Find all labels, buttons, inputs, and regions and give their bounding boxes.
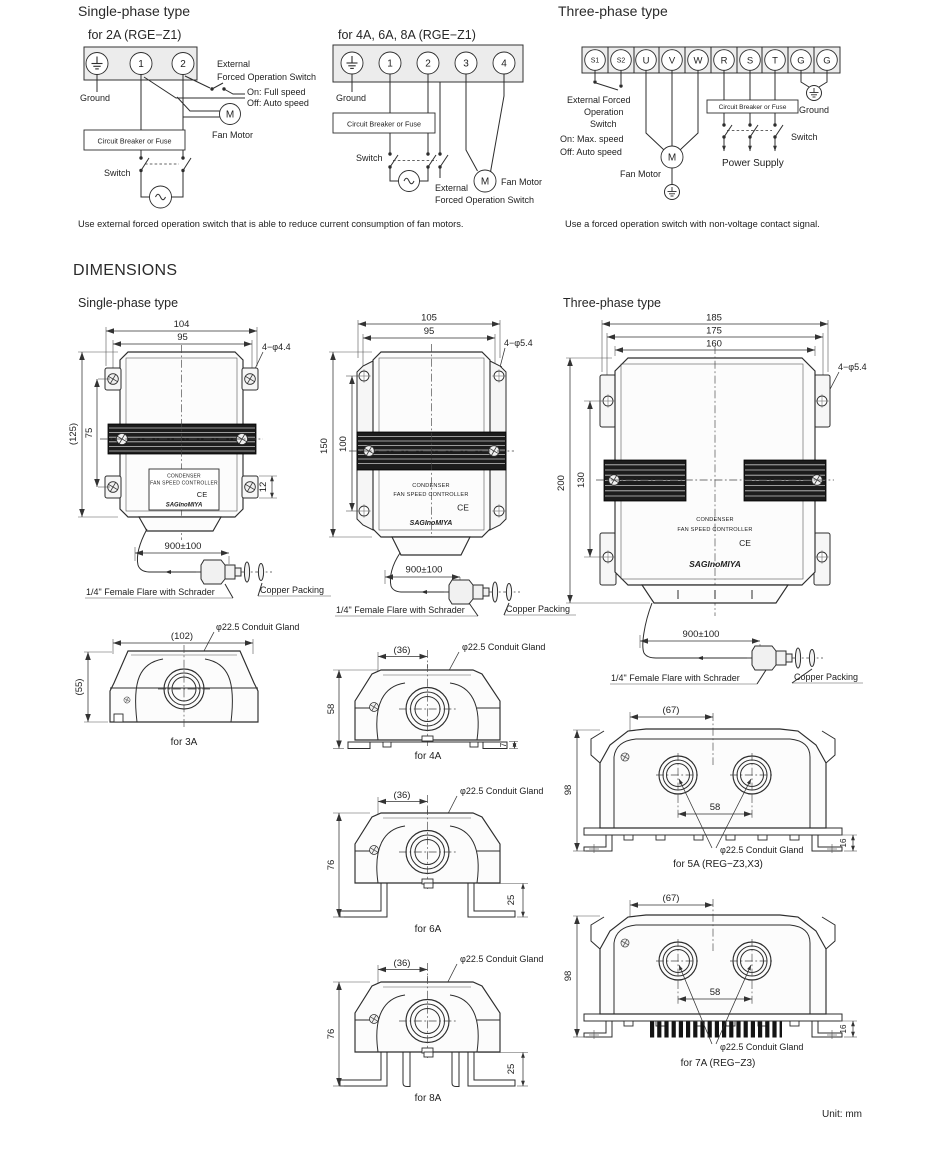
dim-75-label: 75 [84, 427, 95, 439]
wiring-diagram-3phase [558, 3, 840, 200]
motor-m-label: M [667, 152, 677, 164]
unit-label: Unit: mm [822, 1109, 862, 1120]
ground-label: Ground [80, 93, 111, 103]
dim-150-label: 150 [319, 438, 330, 454]
switch-label: Switch [356, 153, 383, 163]
mounting-bracket [340, 883, 515, 917]
caption-5a: for 5A (REG−Z3,X3) [673, 859, 763, 870]
dim-16-label: 16 [839, 1024, 848, 1034]
terminal-w-label: W [693, 55, 703, 67]
flare-label: 1/4" Female Flare with Schrader [86, 587, 215, 597]
terminal-2-label: 2 [425, 58, 431, 70]
caption-4a: for 4A [414, 751, 442, 762]
caption-3a: for 3A [170, 737, 198, 748]
terminal-3-label: 3 [463, 58, 469, 70]
housing [355, 807, 500, 891]
dim-67-label: (67) [662, 705, 680, 716]
dim-98-label: 98 [563, 784, 574, 796]
ce-mark: CE [196, 490, 208, 499]
dim-holes-label: 4−φ5.4 [838, 362, 867, 372]
conduit-gland-label: φ22.5 Conduit Gland [720, 845, 804, 855]
copper-packing-label: Copper Packing [260, 585, 325, 595]
caption-6a: for 6A [414, 924, 442, 935]
note-single-phase: Use external forced operation switch that is able to reduce current consumption of fan motors. [78, 219, 464, 229]
dim-58-label: 58 [709, 987, 721, 998]
side-view-3a [74, 622, 299, 748]
front-view-2a [68, 319, 331, 598]
dim-single-phase-heading: Single-phase type [78, 296, 179, 310]
external-switch-label-2: Operation [584, 107, 624, 117]
terminal-2-label: 2 [180, 59, 186, 70]
cable-collar [392, 537, 470, 555]
terminal-1-label: 1 [138, 59, 144, 70]
dim-25-label: 25 [506, 894, 517, 906]
dim-900-label: 900±100 [405, 564, 443, 576]
dim-100-label: 100 [338, 436, 349, 452]
dim-76-label: 76 [326, 859, 337, 871]
nameplate [149, 469, 219, 510]
dim-58-label: 58 [326, 703, 337, 715]
terminal-r-label: R [720, 55, 728, 67]
dim-36-label: (36) [393, 958, 411, 969]
nameplate-line2: FAN SPEED CONTROLLER [150, 480, 218, 487]
breaker-label: Circuit Breaker or Fuse [97, 136, 172, 146]
breaker-label: Circuit Breaker or Fuse [347, 119, 421, 129]
terminal-s2-label: S2 [616, 57, 626, 65]
conduit-gland-label: φ22.5 Conduit Gland [720, 1042, 804, 1052]
dim-900-label: 900±100 [164, 541, 202, 552]
terminal-g1-label: G [797, 55, 805, 67]
power-supply-label: Power Supply [722, 158, 784, 169]
note-three-phase: Use a forced operation switch with non-voltage contact signal. [565, 219, 820, 229]
flare-label: 1/4" Female Flare with Schrader [336, 605, 465, 615]
copper-packing-label: Copper Packing [506, 604, 571, 614]
external-switch-label-1: External [217, 59, 251, 69]
nameplate-line1: CONDENSER [167, 473, 201, 480]
dim-55-label: (55) [74, 678, 85, 696]
dim-holes-label: 4−φ4.4 [262, 342, 291, 352]
dim-67-label: (67) [662, 893, 680, 904]
housing [355, 976, 500, 1060]
terminal-1-label: 1 [387, 58, 393, 70]
heatsink-left [604, 460, 686, 501]
flare-fitting [196, 560, 272, 584]
dim-130-label: 130 [576, 472, 587, 488]
dim-105-label: 105 [421, 312, 437, 324]
side-view-7a [563, 893, 857, 1069]
dim-7-label: 7 [499, 742, 508, 748]
single-phase-heading: Single-phase type [78, 3, 191, 19]
terminal-s-label: S [746, 55, 754, 67]
dim-125-label: (125) [68, 422, 79, 446]
dim-95-label: 95 [423, 326, 435, 337]
dim-12-label: 12 [258, 481, 269, 493]
external-switch-label-2: Forced Operation Switch [435, 195, 535, 205]
fan-motor-icon [177, 97, 241, 125]
dim-three-phase-heading: Three-phase type [563, 296, 661, 310]
switch-label: Switch [104, 168, 131, 178]
conduit-gland-label: φ22.5 Conduit Gland [460, 954, 544, 964]
side-view-5a [563, 705, 857, 870]
wiring-2a-title: for 2A (RGE−Z1) [88, 28, 182, 42]
external-switch-label-1: External Forced [567, 95, 631, 105]
dim-95-label: 95 [177, 332, 188, 343]
front-view-468a [319, 313, 576, 617]
off-label: Off: Auto speed [247, 98, 309, 108]
on-label: On: Full speed [247, 87, 306, 97]
ground-symbol-icon [807, 86, 822, 101]
dim-58-label: 58 [709, 802, 721, 813]
dim-200-label: 200 [556, 475, 567, 491]
breaker-label: Circuit Breaker or Fuse [718, 104, 787, 111]
dimensions-heading: DIMENSIONS [73, 262, 178, 279]
dim-185-label: 185 [706, 312, 722, 324]
dim-98-label: 98 [563, 970, 574, 982]
wiring-diagram-2a [78, 3, 316, 208]
mounting-bracket [340, 1052, 515, 1087]
caption-7a: for 7A (REG−Z3) [680, 1058, 756, 1069]
ce-mark: CE [739, 538, 751, 548]
ac-source-icon [390, 167, 428, 192]
nameplate-line1: CONDENSER [696, 517, 734, 523]
ce-mark: CE [457, 502, 469, 513]
terminal-g2-label: G [823, 55, 831, 67]
terminal-t-label: T [772, 55, 778, 67]
fan-motor-icon [466, 74, 504, 192]
ground-symbol-icon [665, 185, 680, 200]
housing [584, 713, 842, 853]
terminal-4-label: 4 [501, 58, 507, 70]
ground-label: Ground [799, 105, 830, 115]
wiring-diagram-468a [333, 28, 542, 205]
dim-76-label: 76 [326, 1028, 337, 1040]
ground-label: Ground [336, 93, 367, 103]
flare-fitting [444, 580, 520, 604]
external-switch-label-3: Switch [590, 119, 617, 129]
conduit-gland-label: φ22.5 Conduit Gland [460, 786, 544, 796]
dim-102-label: (102) [170, 631, 194, 642]
dim-175-label: 175 [706, 325, 722, 337]
brand-logo: SAGInoMIYA [689, 559, 741, 569]
main-switch-icon [139, 156, 191, 172]
flare-fitting [747, 646, 823, 670]
dim-36-label: (36) [393, 645, 411, 656]
three-phase-heading: Three-phase type [558, 3, 668, 19]
front-view-3phase [556, 313, 867, 685]
terminal-s1-label: S1 [590, 57, 600, 65]
switch-label: Switch [791, 132, 818, 142]
brand-logo: SAGInoMIYA [409, 520, 453, 527]
motor-m-label: M [225, 109, 235, 121]
nameplate-line2: FAN SPEED CONTROLLER [393, 492, 469, 498]
caption-8a: for 8A [414, 1093, 442, 1104]
housing [355, 664, 500, 748]
dim-104-label: 104 [173, 319, 190, 330]
conduit-gland-label: φ22.5 Conduit Gland [462, 642, 546, 652]
off-label: Off: Auto speed [560, 147, 622, 157]
cable-collar [139, 517, 221, 531]
nameplate-line2: FAN SPEED CONTROLLER [677, 527, 753, 533]
terminal-u-label: U [642, 55, 650, 67]
on-label: On: Max. speed [560, 134, 624, 144]
motor-m-label: M [480, 176, 490, 188]
conduit-gland-label: φ22.5 Conduit Gland [216, 622, 300, 632]
housing [584, 899, 842, 1039]
dim-holes-label: 4−φ5.4 [504, 338, 533, 348]
dim-25-label: 25 [506, 1063, 517, 1075]
fan-motor-label: Fan Motor [501, 177, 543, 187]
side-view-4a [326, 642, 545, 762]
fan-motor-icon [646, 71, 698, 200]
ac-source-icon [141, 171, 183, 209]
main-switch-icon [388, 152, 448, 168]
flare-label: 1/4" Female Flare with Schrader [611, 673, 740, 683]
brand-logo: SAGInoMIYA [165, 502, 203, 509]
terminal-v-label: V [668, 55, 676, 67]
copper-packing-label: Copper Packing [794, 672, 859, 682]
dim-36-label: (36) [393, 790, 411, 801]
side-view-8a [326, 954, 543, 1104]
fan-motor-label: Fan Motor [620, 169, 662, 179]
fan-motor-label: Fan Motor [212, 130, 254, 140]
dim-160-label: 160 [706, 338, 722, 350]
wiring-468a-title: for 4A, 6A, 8A (RGE−Z1) [338, 28, 476, 42]
main-switch-icon [722, 123, 783, 151]
external-switch-label-1: External [435, 183, 469, 193]
external-switch-label-2: Forced Operation Switch [217, 72, 317, 82]
side-view-6a [326, 786, 543, 935]
ground-connection [801, 71, 827, 101]
heatsink-right [744, 460, 826, 501]
power-wires [724, 71, 775, 125]
dim-16-label: 16 [839, 838, 848, 848]
dim-900-label: 900±100 [682, 629, 720, 640]
nameplate-line1: CONDENSER [412, 483, 450, 489]
